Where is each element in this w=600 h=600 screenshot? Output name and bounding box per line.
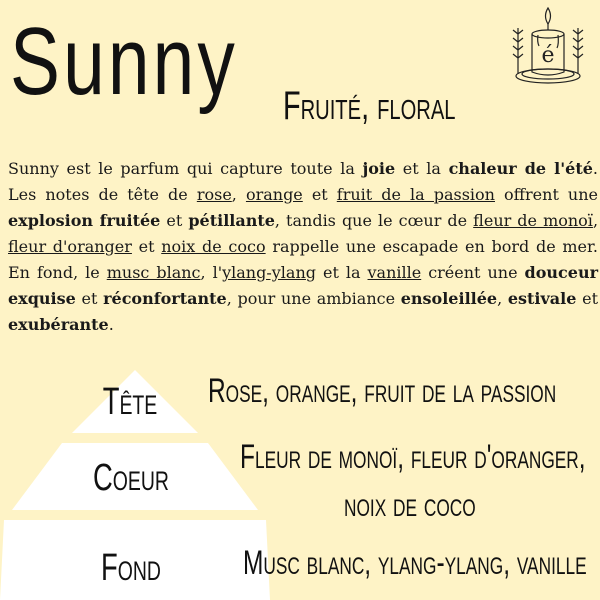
page-title: Sunny <box>10 8 238 115</box>
tier-label-middle: Coeur <box>93 457 169 499</box>
notes-top: Rose, orange, fruit de la passion <box>208 372 557 410</box>
notes-middle-line1: Fleur de monoï, fleur d'oranger, <box>240 438 586 476</box>
logo-letter: é <box>541 43 555 68</box>
page-subtitle: Fruité, floral <box>283 84 456 128</box>
notes-middle-line2: noix de coco <box>344 486 476 524</box>
tier-label-base: Fond <box>101 547 161 589</box>
notes-base: Musc blanc, ylang-ylang, vanille <box>243 544 587 582</box>
tier-label-top: Tête <box>102 381 158 423</box>
candle-icon <box>508 4 588 90</box>
description: Sunny est le parfum qui capture toute la joie et la chaleur de l'été. Les notes de tête de rose, orange et fruit de la passion offrent une explosion fruitée et pétillante, tandis que le cœur de fleur de monoï, fleur d'oranger et noix de coco rappelle une escapade en bord de mer. En fond, le musc blanc, l'ylang-ylang et la vanille créent une douceur exquise et réconfortante, pour une ambiance ensoleillée, estivale et exubérante. <box>8 159 599 334</box>
